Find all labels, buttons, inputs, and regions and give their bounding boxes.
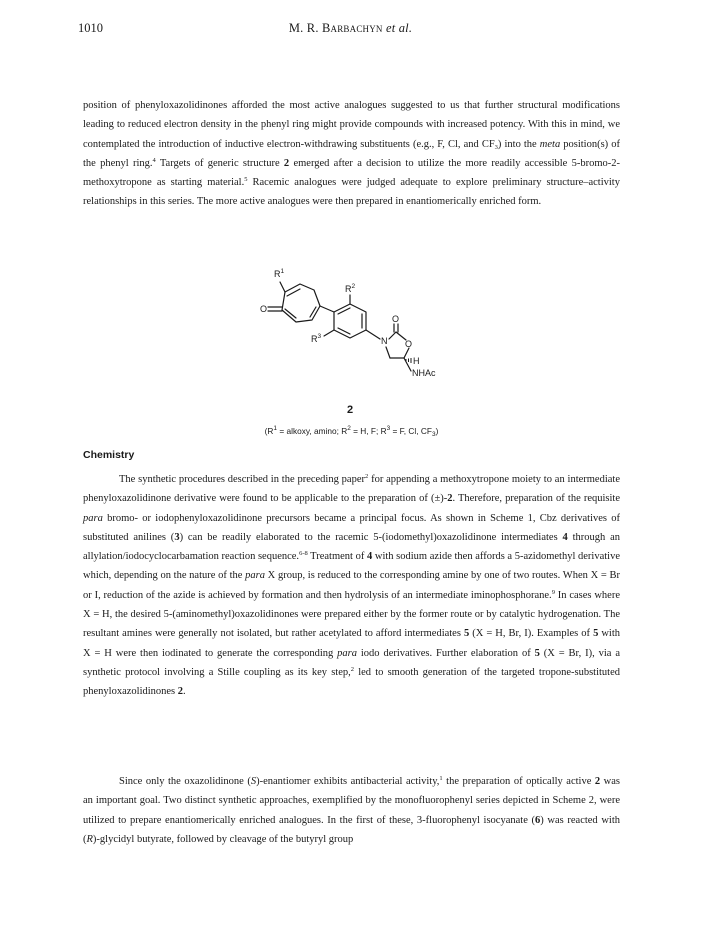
citation-4: 4 [152, 156, 156, 164]
running-header [0, 21, 701, 41]
running-head-authors: M. R. Barbachyn et al. [288, 21, 413, 35]
et-al: et al. [385, 21, 413, 35]
ring-oxygen-label: O [405, 339, 413, 349]
author-surname: Barbachyn [321, 21, 383, 35]
phenyl-ring [334, 304, 366, 338]
ketone-oxygen-label: O [260, 304, 268, 314]
r3-label: $R^3$ [311, 333, 322, 344]
figure-caption: ($R^1$ = alkoxy, amino; $R^2 = H$, F; $R^3 = F$, Cl, $CF_3$) [264, 425, 439, 438]
stereo-hydrogen-label: H [413, 356, 420, 366]
citation-5: 5 [244, 176, 248, 184]
citation-2b: 2 [350, 665, 355, 673]
nitrogen-label: N [381, 336, 388, 346]
nhac-label: NHAc [412, 368, 436, 378]
structure-figure [230, 262, 470, 432]
citation-9: 9 [551, 588, 555, 596]
chemical-structure-drawing [230, 262, 470, 402]
chemistry-paragraph: The synthetic procedures described in the preceding paper$^2$ for appending a methoxytropone moiety to an intermediate phenyloxazolidinone derivative were found to be applicable to the preparation of (±)-2. Therefore, preparation of the requisite para bromo- or iodophenyloxazolidinone precursors became a principal focus. As shown in Scheme 1, Cbz derivatives of substituted anilines (3) can be readily elaborated to the racemic 5-(iodomethyl)oxazolidinone intermediates 4 through an allylation/iodocyclocarbamation reaction sequence.$^{6-8}$ Treatment of 4 with sodium azide then affords a 5-azidomethyl derivative which, depending on the nature of the para X group, is reduced to the corresponding amine by one of two routes. When X = Br or I, reduction of the azide is achieved by formation and then hydrolysis of an intermediate iminophosphorane.$^9$ In cases where X = H, the desired 5-(aminomethyl)oxazolidinones were prepared either by the former route or by catalytic hydrogenation. The resultant amines were generally not isolated, but rather acetylated to afford intermediates 5 (X = H, Br, I). Examples of 5 with X = H were then iodinated to generate the corresponding para iodo derivatives. Further elaboration of 5 (X = Br, I), via a synthetic protocol involving a Stille coupling as its key step,$^2$ led to smooth generation of the targeted tropone-substituted phenyloxazolidinones 2. [83, 473, 621, 698]
page-number: 1010 [78, 21, 103, 35]
citation-1: 1 [439, 775, 443, 782]
r2-label: $R^2$ [345, 283, 356, 294]
enantiomer-paragraph: Since only the oxazolidinone (S)-enantiomer exhibits antibacterial activity,$^1$ the preparation of optically active 2 was an important goal. Two distinct synthetic approaches, exemplified by the monofluorophenyl series depicted in Scheme 2, were utilized to prepare enantiomerically enriched analogues. In the first of these, 3-fluorophenyl isocyanate (6) was reacted with (R)-glycidyl butyrate, followed by cleavage of the butyryl group [83, 775, 620, 845]
section-heading-chemistry: Chemistry [83, 449, 135, 461]
citation-6-8: 6-8 [299, 550, 308, 558]
intro-paragraph: position of phenyloxazolidinones afforded the most active analogues suggested to us that further structural modifications leading to reduced electron density in the phenyl ring might provide compounds with increased potency. With this in mind, we contemplated the introduction of inductive electron-withdrawing substituents (e.g., F, Cl, and $CF_3$) into the meta position(s) of the phenyl ring.$^4$ Targets of generic structure 2 emerged after a decision to utilize the more readily accessible 5-bromo-2-methoxytropone as starting material.$^5$ Racemic analogues were judged adequate to explore preliminary structure–activity relationships in this series. The more active analogues were then prepared in enantiomerically enriched form. [83, 100, 621, 208]
compound-ref-2: 2 [283, 157, 290, 169]
citation-2: 2 [365, 473, 369, 480]
compound-number: 2 [346, 404, 354, 416]
tropone-ring [282, 284, 320, 322]
r1-label: $R^1$ [274, 268, 285, 279]
carbonyl-oxygen-label: O [392, 314, 400, 324]
